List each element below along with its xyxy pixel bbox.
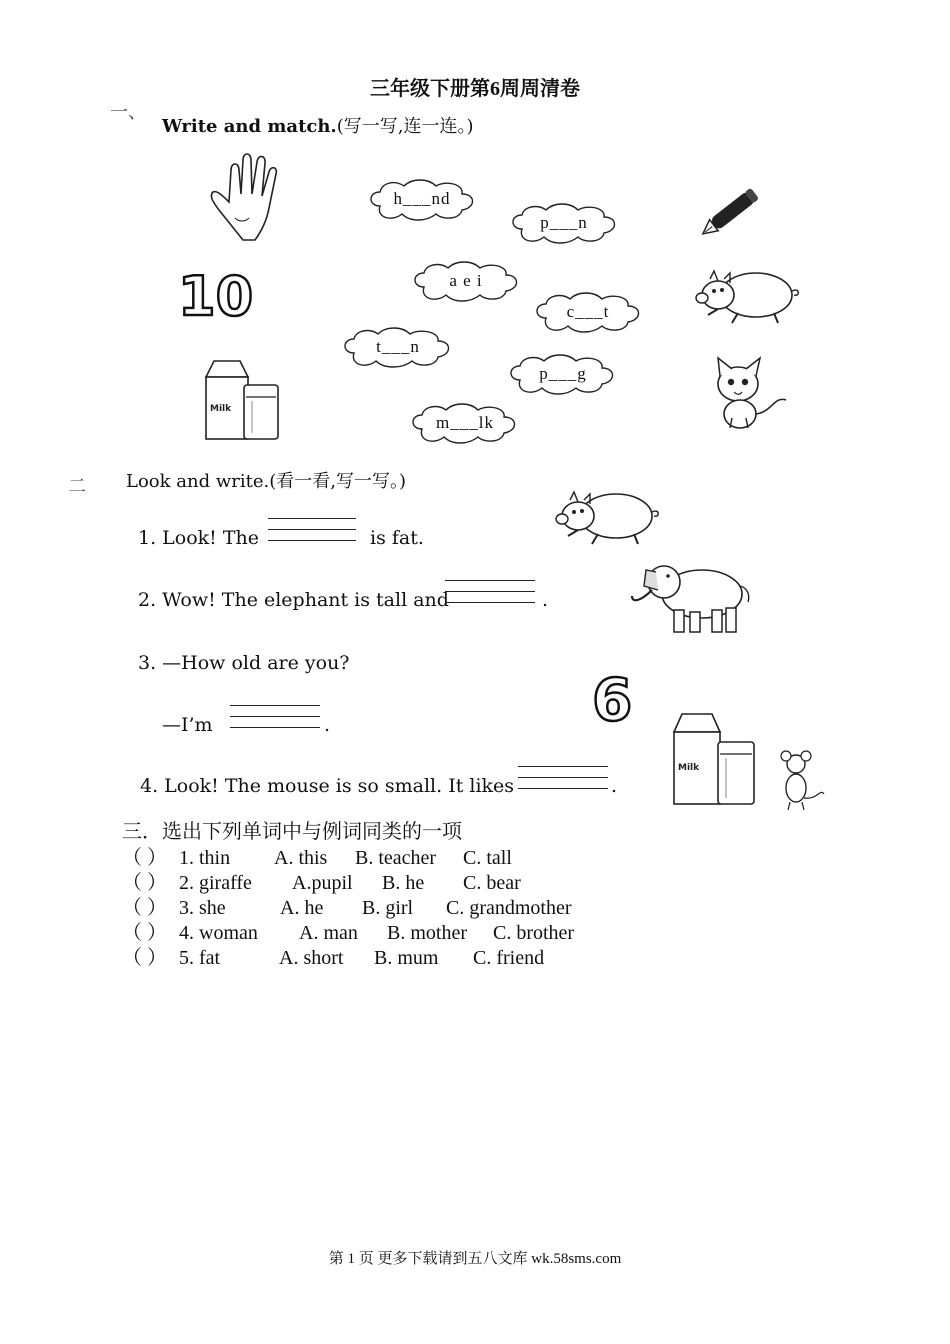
q3-question: 3. —How old are you? bbox=[138, 652, 350, 674]
question-word: 1. thin bbox=[179, 847, 231, 869]
word-cloud-pig bbox=[506, 352, 620, 398]
section1-heading bbox=[162, 112, 473, 138]
option-a: A. this bbox=[274, 847, 328, 869]
option-c: C. brother bbox=[493, 922, 575, 944]
section2-heading bbox=[126, 467, 406, 493]
milk-picture bbox=[198, 355, 288, 450]
option-a: A. he bbox=[280, 897, 324, 919]
section1-number: 一、 bbox=[110, 102, 146, 122]
option-b: B. teacher bbox=[355, 847, 437, 869]
q2-text: 2. Wow! The elephant is tall and bbox=[138, 589, 449, 611]
number-ten-picture bbox=[176, 265, 266, 330]
answer-paren[interactable]: （ ） bbox=[122, 872, 167, 894]
word-cloud-milk bbox=[408, 401, 522, 447]
section3-item bbox=[122, 946, 545, 971]
question-word: 4. woman bbox=[179, 922, 258, 944]
option-b: B. he bbox=[382, 872, 425, 894]
cloud-word-cat: c___t bbox=[566, 302, 610, 321]
option-c: C. bear bbox=[463, 872, 521, 894]
answer-paren[interactable]: （ ） bbox=[122, 922, 167, 944]
section3-item bbox=[122, 896, 572, 921]
answer-paren[interactable]: （ ） bbox=[122, 947, 167, 969]
option-c: C. tall bbox=[463, 847, 512, 869]
cat-picture bbox=[702, 352, 797, 437]
milk-picture-2 bbox=[670, 708, 760, 813]
q4-answer-lines[interactable] bbox=[518, 766, 608, 799]
section2-heading-en: Look and write. bbox=[126, 471, 270, 492]
number-six-picture bbox=[590, 666, 644, 733]
section3-heading: 三．选出下列单词中与例词同类的一项 bbox=[122, 821, 462, 843]
q3-period: . bbox=[324, 714, 331, 736]
section3-item bbox=[122, 846, 512, 871]
option-b: B. mother bbox=[387, 922, 467, 944]
pig-picture-2 bbox=[548, 486, 663, 553]
option-b: B. mum bbox=[374, 947, 439, 969]
section3 bbox=[122, 820, 575, 971]
option-a: A.pupil bbox=[292, 872, 353, 894]
q2-answer-lines[interactable] bbox=[445, 580, 535, 613]
option-a: A. man bbox=[299, 922, 358, 944]
question-word: 3. she bbox=[179, 897, 226, 919]
number-six-text: 6 bbox=[592, 666, 633, 728]
cloud-letters: a e i bbox=[449, 271, 483, 290]
question-word: 5. fat bbox=[179, 947, 221, 969]
cloud-word-pig: p___g bbox=[539, 364, 587, 383]
question-word: 2. giraffe bbox=[179, 872, 252, 894]
q1-text-end: is fat. bbox=[370, 527, 424, 549]
section1-heading-en: Write and match. bbox=[162, 116, 337, 137]
section1-heading-cn: (写一写,连一连。) bbox=[336, 116, 474, 137]
section2-number: 二 bbox=[68, 476, 86, 496]
elephant-picture bbox=[628, 556, 756, 641]
milk-label-2: Milk bbox=[678, 763, 700, 773]
mouse-picture bbox=[772, 748, 828, 819]
word-cloud-letters bbox=[410, 259, 522, 305]
option-b: B. girl bbox=[362, 897, 414, 919]
cloud-word-hand: h___nd bbox=[393, 189, 451, 208]
q1-text-start: 1. Look! The bbox=[138, 527, 260, 549]
q2-period: . bbox=[542, 589, 549, 611]
q4-period: . bbox=[611, 775, 618, 797]
pen-picture bbox=[695, 180, 775, 245]
pig-picture bbox=[688, 265, 803, 332]
answer-paren[interactable]: （ ） bbox=[122, 897, 167, 919]
option-c: C. grandmother bbox=[446, 897, 572, 919]
page-footer: 第 1 页 更多下载请到五八文库 wk.58sms.com bbox=[328, 1251, 622, 1267]
section3-item bbox=[122, 871, 521, 896]
word-cloud-ten bbox=[340, 325, 456, 371]
cloud-word-pen: p___n bbox=[540, 213, 588, 232]
section2-heading-cn: (看一看,写一写。) bbox=[269, 471, 406, 492]
hand-picture bbox=[205, 150, 295, 250]
cloud-word-ten: t___n bbox=[376, 337, 420, 356]
answer-paren[interactable]: （ ） bbox=[122, 847, 167, 869]
q4-text: 4. Look! The mouse is so small. It likes bbox=[140, 775, 515, 797]
q3-answer-lines[interactable] bbox=[230, 705, 320, 738]
word-cloud-pen bbox=[508, 201, 620, 247]
milk-label: Milk bbox=[210, 404, 232, 414]
word-cloud-cat bbox=[532, 290, 644, 336]
option-a: A. short bbox=[279, 947, 344, 969]
page-title: 三年级下册第6周周清卷 bbox=[370, 78, 580, 100]
word-cloud-hand bbox=[366, 176, 478, 224]
section3-item bbox=[122, 921, 575, 946]
number-ten-text: 10 bbox=[178, 265, 254, 325]
q3-answer-start: —I’m bbox=[162, 714, 213, 736]
cloud-word-milk: m___lk bbox=[436, 413, 494, 432]
option-c: C. friend bbox=[473, 947, 545, 969]
q1-answer-lines[interactable] bbox=[268, 518, 356, 551]
